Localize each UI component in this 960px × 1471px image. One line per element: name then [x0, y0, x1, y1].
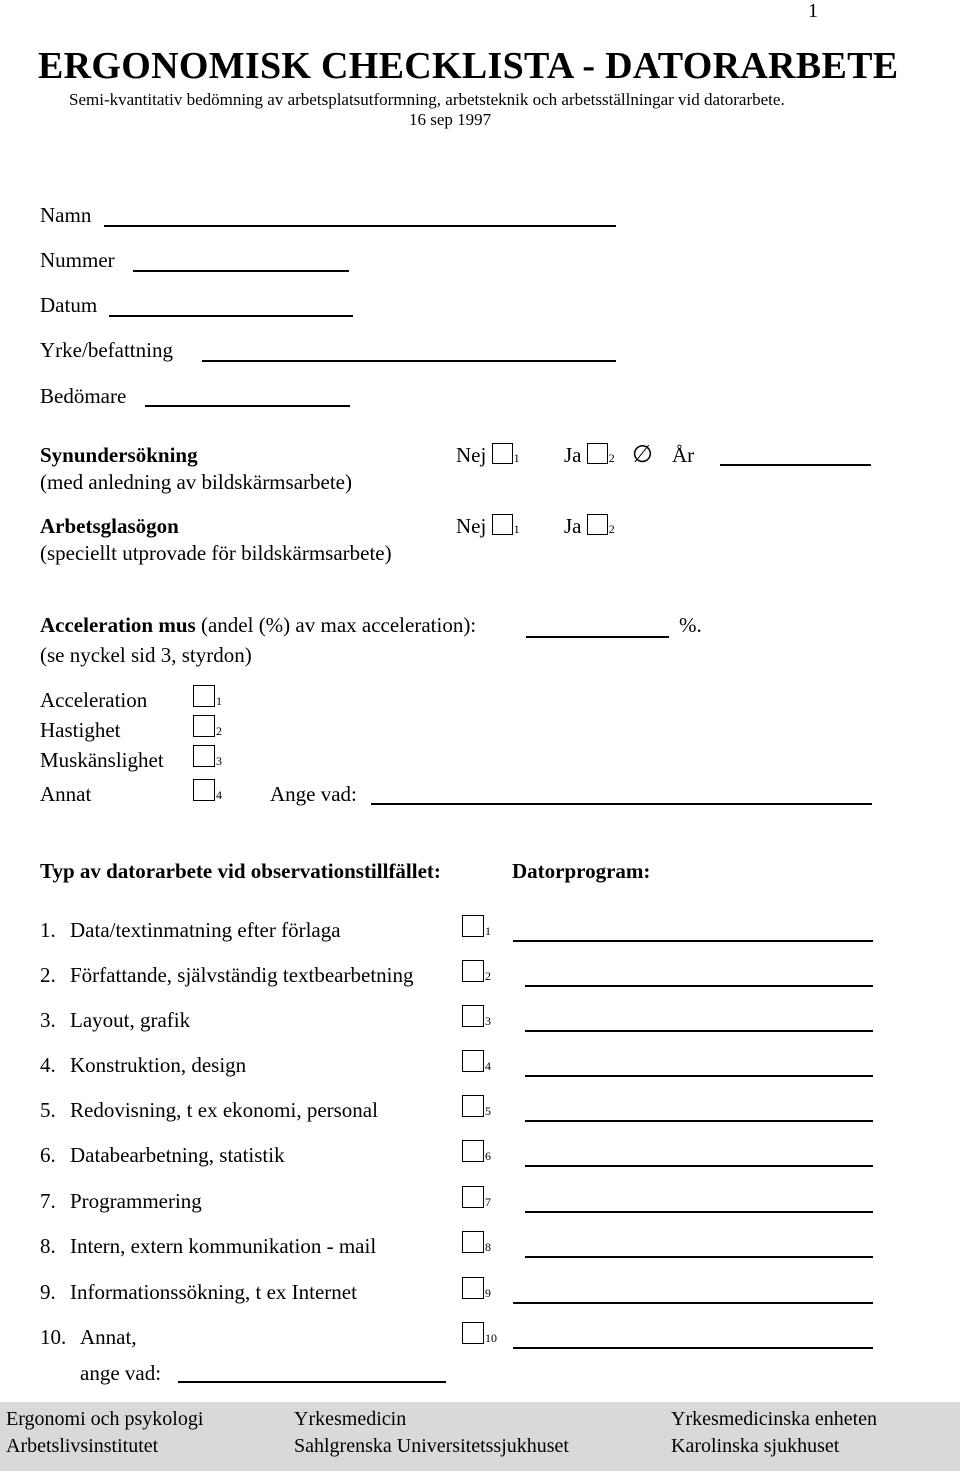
- mouse-option-label: Acceleration: [40, 688, 148, 712]
- mouse-acceleration-label: Acceleration mus: [40, 613, 196, 637]
- vision-label: Synundersökning: [40, 443, 198, 467]
- mouse-acceleration-label-rest: (andel (%) av max acceleration):: [200, 613, 477, 637]
- vision-yes-option[interactable]: [564, 443, 615, 468]
- vision-yes-checkbox[interactable]: [587, 443, 608, 464]
- work-type-checkbox[interactable]: [462, 1277, 484, 1299]
- vision-no-option[interactable]: [456, 443, 520, 468]
- work-type-checkbox-group[interactable]: [462, 1095, 491, 1121]
- other-specify-label: ange vad:: [80, 1361, 162, 1385]
- mouse-option-code: 4: [216, 788, 222, 802]
- work-type-code: 7: [485, 1195, 491, 1209]
- glasses-yes-label: Ja: [564, 514, 582, 538]
- work-type-code: 2: [485, 969, 491, 983]
- mouse-option-code: 1: [216, 694, 222, 708]
- page-subtitle: Semi-kvantitativ bedömning av arbetsplatsutformning, arbetsteknik och arbetsställningar vid datorarbete.: [69, 90, 785, 109]
- program-field[interactable]: [513, 1302, 873, 1304]
- vision-yes-label: Ja: [564, 443, 582, 467]
- work-type-checkbox-group[interactable]: [462, 1277, 491, 1303]
- work-type-checkbox-group[interactable]: [462, 1186, 491, 1212]
- program-heading: Datorprogram:: [512, 859, 651, 883]
- number-field[interactable]: [133, 270, 349, 272]
- work-type-checkbox[interactable]: [462, 1231, 484, 1253]
- number-label: Nummer: [40, 248, 115, 272]
- work-type-checkbox[interactable]: [462, 1005, 484, 1027]
- vision-no-label: Nej: [456, 443, 487, 467]
- work-type-heading: Typ av datorarbete vid observationstillfället:: [40, 859, 441, 883]
- glasses-no-option[interactable]: [456, 514, 520, 539]
- work-type-code: 4: [485, 1059, 491, 1073]
- work-type-checkbox[interactable]: [462, 1095, 484, 1117]
- work-type-label: Redovisning, t ex ekonomi, personal: [70, 1098, 378, 1122]
- mouse-option-checkbox-group[interactable]: [193, 715, 222, 741]
- name-field[interactable]: [104, 225, 616, 227]
- footer-org-1: Ergonomi och psykologi: [6, 1408, 204, 1430]
- footer-org-1-sub: Arbetslivsinstitutet: [6, 1435, 159, 1457]
- glasses-yes-option[interactable]: [564, 514, 615, 539]
- mouse-acceleration-row: [40, 613, 476, 638]
- footer-org-3-sub: Karolinska sjukhuset: [671, 1435, 840, 1457]
- name-label: Namn: [40, 203, 92, 227]
- work-type-number: 1.: [40, 918, 56, 942]
- job-label: Yrke/befattning: [40, 338, 173, 362]
- work-type-label: Databearbetning, statistik: [70, 1143, 285, 1167]
- mouse-specify-field[interactable]: [371, 803, 872, 805]
- work-type-checkbox-group[interactable]: [462, 915, 491, 941]
- glasses-yes-checkbox[interactable]: [587, 514, 608, 535]
- work-type-label: Programmering: [70, 1189, 202, 1213]
- assessor-label: Bedömare: [40, 384, 127, 408]
- glasses-note: (speciellt utprovade för bildskärmsarbete): [40, 541, 392, 565]
- mouse-option-checkbox[interactable]: [193, 779, 215, 801]
- mouse-option-label: Muskänslighet: [40, 748, 164, 772]
- mouse-option-code: 3: [216, 754, 222, 768]
- work-type-label: Författande, självständig textbearbetning: [70, 963, 414, 987]
- program-field[interactable]: [525, 1211, 873, 1213]
- work-type-checkbox-group[interactable]: [462, 1231, 491, 1257]
- glasses-no-code: 1: [513, 522, 520, 536]
- work-type-label: Data/textinmatning efter förlaga: [70, 918, 341, 942]
- assessor-field[interactable]: [145, 405, 350, 407]
- mouse-option-code: 2: [216, 724, 222, 738]
- document-date: 16 sep 1997: [409, 110, 492, 129]
- glasses-yes-code: 2: [608, 522, 615, 536]
- work-type-label: Intern, extern kommunikation - mail: [70, 1234, 377, 1258]
- work-type-checkbox-group[interactable]: [462, 1322, 497, 1348]
- vision-no-code: 1: [513, 451, 520, 465]
- work-type-checkbox-group[interactable]: [462, 960, 491, 986]
- work-type-checkbox[interactable]: [462, 915, 484, 937]
- vision-year-field[interactable]: [720, 464, 871, 466]
- program-field[interactable]: [525, 1075, 873, 1077]
- work-type-code: 8: [485, 1240, 491, 1254]
- job-field[interactable]: [202, 360, 616, 362]
- work-type-label: Annat,: [80, 1325, 137, 1349]
- other-specify-field[interactable]: [178, 1381, 446, 1383]
- work-type-checkbox[interactable]: [462, 1050, 484, 1072]
- mouse-option-checkbox-group[interactable]: [193, 779, 222, 805]
- work-type-checkbox-group[interactable]: [462, 1050, 491, 1076]
- program-field[interactable]: [525, 1165, 873, 1167]
- work-type-code: 9: [485, 1286, 491, 1300]
- glasses-no-checkbox[interactable]: [492, 514, 513, 535]
- mouse-option-checkbox-group[interactable]: [193, 745, 222, 771]
- work-type-checkbox-group[interactable]: [462, 1005, 491, 1031]
- mouse-specify-label: Ange vad:: [270, 782, 357, 806]
- work-type-checkbox-group[interactable]: [462, 1140, 491, 1166]
- program-field[interactable]: [525, 1030, 873, 1032]
- date-field[interactable]: [109, 315, 353, 317]
- glasses-label: Arbetsglasögon: [40, 514, 179, 538]
- page-number: 1: [808, 0, 818, 22]
- work-type-number: 8.: [40, 1234, 56, 1258]
- page-title: ERGONOMISK CHECKLISTA - DATORARBETE: [38, 45, 899, 87]
- work-type-code: 6: [485, 1149, 491, 1163]
- work-type-code: 10: [485, 1331, 497, 1345]
- work-type-label: Konstruktion, design: [70, 1053, 247, 1077]
- mouse-option-label: Annat: [40, 782, 92, 806]
- mouse-option-checkbox-group[interactable]: [193, 685, 222, 711]
- work-type-label: Informationssökning, t ex Internet: [70, 1280, 357, 1304]
- work-type-code: 3: [485, 1014, 491, 1028]
- mouse-option-checkbox[interactable]: [193, 715, 215, 737]
- glasses-no-label: Nej: [456, 514, 487, 538]
- footer-org-2: Yrkesmedicin: [294, 1408, 407, 1430]
- work-type-checkbox[interactable]: [462, 1140, 484, 1162]
- program-field[interactable]: [525, 1256, 873, 1258]
- footer-org-3: Yrkesmedicinska enheten: [671, 1408, 878, 1430]
- mouse-option-label: Hastighet: [40, 718, 121, 742]
- program-field[interactable]: [513, 940, 873, 942]
- work-type-number: 6.: [40, 1143, 56, 1167]
- work-type-code: 1: [485, 924, 491, 938]
- mouse-option-checkbox[interactable]: [193, 685, 215, 707]
- program-field[interactable]: [525, 1120, 873, 1122]
- work-type-number: 2.: [40, 963, 56, 987]
- work-type-checkbox[interactable]: [462, 1186, 484, 1208]
- vision-year-label: År: [672, 443, 695, 467]
- date-label: Datum: [40, 293, 98, 317]
- work-type-label: Layout, grafik: [70, 1008, 191, 1032]
- vision-no-checkbox[interactable]: [492, 443, 513, 464]
- work-type-number: 4.: [40, 1053, 56, 1077]
- mouse-acceleration-unit: %.: [679, 613, 702, 637]
- mouse-acceleration-field[interactable]: [526, 636, 669, 638]
- work-type-checkbox[interactable]: [462, 1322, 484, 1344]
- program-field[interactable]: [513, 1347, 873, 1349]
- work-type-code: 5: [485, 1104, 491, 1118]
- empty-set-icon: ∅: [632, 442, 653, 468]
- mouse-option-checkbox[interactable]: [193, 745, 215, 767]
- work-type-checkbox[interactable]: [462, 960, 484, 982]
- work-type-number: 3.: [40, 1008, 56, 1032]
- vision-note: (med anledning av bildskärmsarbete): [40, 470, 352, 494]
- work-type-number: 7.: [40, 1189, 56, 1213]
- work-type-number: 5.: [40, 1098, 56, 1122]
- vision-yes-code: 2: [608, 451, 615, 465]
- footer: [0, 1402, 960, 1471]
- work-type-number: 10.: [40, 1325, 67, 1349]
- footer-org-2-sub: Sahlgrenska Universitetssjukhuset: [294, 1435, 569, 1457]
- program-field[interactable]: [525, 985, 873, 987]
- mouse-acceleration-note: (se nyckel sid 3, styrdon): [40, 643, 252, 667]
- work-type-number: 9.: [40, 1280, 56, 1304]
